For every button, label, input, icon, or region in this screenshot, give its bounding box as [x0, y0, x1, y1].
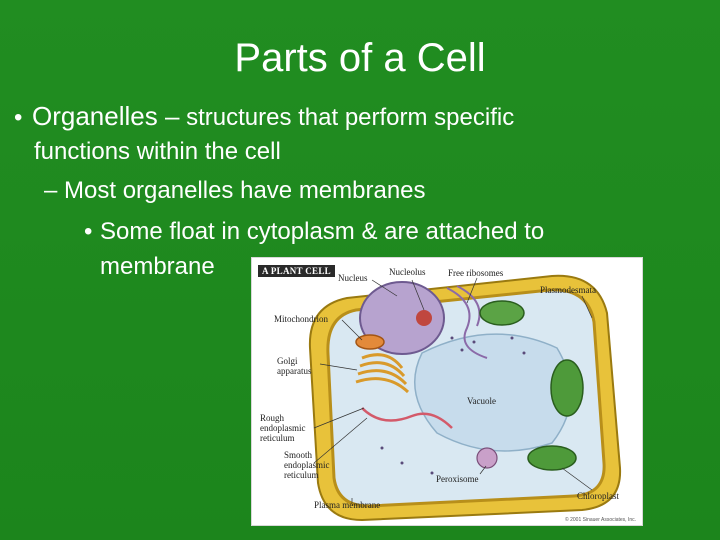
bullet-organelles: [14, 101, 514, 133]
subbullet-membranes: – Most organelles have membranes: [44, 177, 426, 204]
label-rough-er: Rough endoplasmic reticulum: [260, 413, 306, 443]
label-mitochondrion: Mitochondrion: [274, 314, 328, 324]
bullet-dot: •: [14, 104, 23, 131]
chloroplast-shape: [480, 301, 524, 325]
label-golgi: Golgi apparatus: [277, 356, 312, 376]
label-peroxisome: Peroxisome: [436, 474, 479, 484]
slide-title: Parts of a Cell: [234, 36, 486, 80]
bullet-dot: •: [84, 218, 93, 245]
plant-cell-diagram: [251, 257, 643, 526]
copyright-notice: © 2001 Sinauer Associates, Inc.: [565, 517, 636, 523]
subsubbullet-continued: membrane: [100, 253, 215, 280]
figure-title: A PLANT CELL: [258, 265, 335, 277]
vacuole-shape: [415, 334, 571, 451]
subsubbullet-cytoplasm: [84, 217, 544, 247]
definition-text: structures that perform specific: [179, 104, 515, 131]
chloroplast-shape: [551, 360, 583, 416]
term-organelles: Organelles –: [32, 101, 180, 131]
label-vacuole: Vacuole: [467, 396, 496, 406]
label-nucleolus: Nucleolus: [389, 267, 426, 277]
label-plasmodesmata: Plasmodesmata: [540, 285, 596, 295]
label-free-ribosomes: Free ribosomes: [448, 268, 504, 278]
chloroplast-shape: [528, 446, 576, 470]
nucleolus-shape: [416, 310, 432, 326]
mitochondrion-shape: [356, 335, 384, 349]
peroxisome-shape: [477, 448, 497, 468]
plant-cell-illustration: [252, 258, 643, 526]
label-plasma-membrane: Plasma membrane: [314, 500, 381, 510]
label-nucleus: Nucleus: [338, 273, 368, 283]
label-chloroplast: Chloroplast: [577, 491, 619, 501]
subsubbullet-text: Some float in cytoplasm & are attached to: [100, 218, 545, 245]
bullet-organelles-continued: functions within the cell: [34, 138, 281, 165]
label-smooth-er: Smooth endoplasmic reticulum: [284, 450, 330, 480]
